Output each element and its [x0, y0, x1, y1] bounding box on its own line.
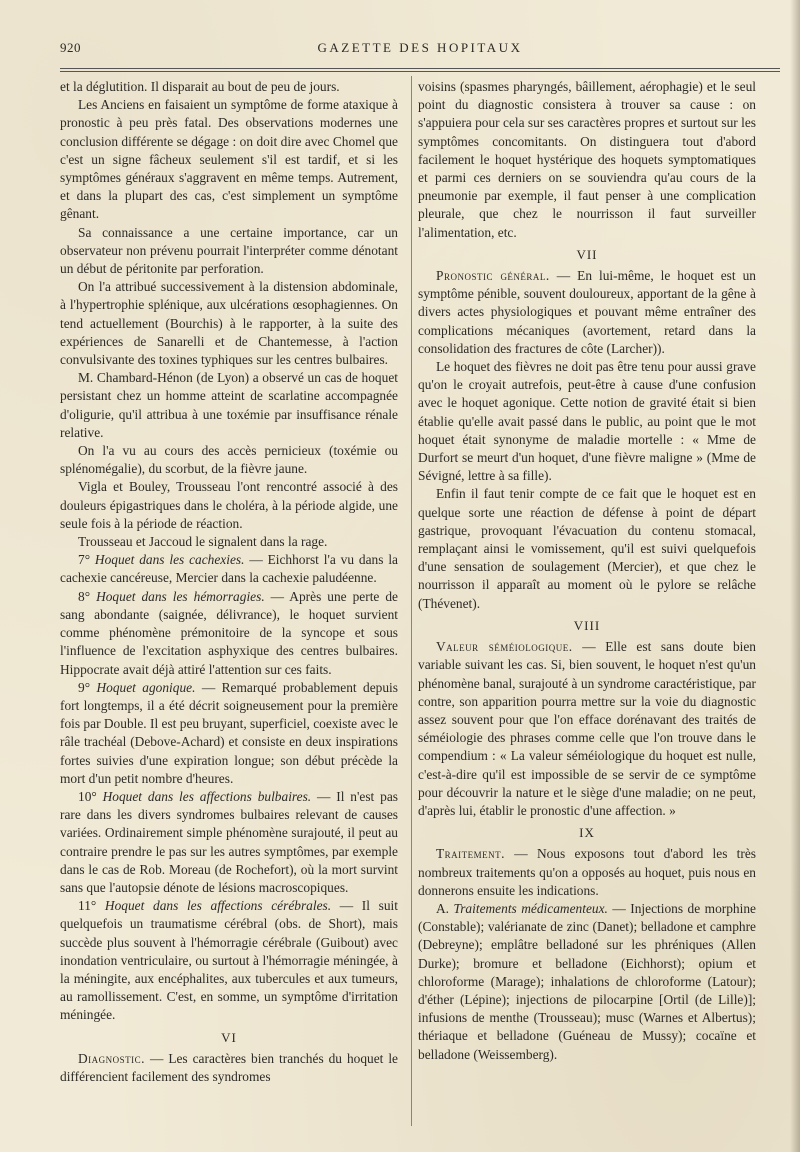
item-text: — Après une perte de sang abondante (saignée, délivrance), le hoquet survient comme phénomène prémonitoire de la syncope et sous l'influence de l'excitation asphyxique des centres bulbaires. Hippocrate avait déjà attiré l'attention sur ces faits.	[60, 588, 398, 677]
section-label: Valeur séméiologique.	[436, 639, 573, 655]
page-header	[60, 40, 780, 62]
item-number: 9°	[78, 679, 91, 695]
paragraph	[418, 267, 756, 358]
item-title: Hoquet dans les affections bulbaires.	[102, 788, 312, 804]
item-title: Hoquet dans les affections cérébrales.	[104, 898, 332, 914]
section-text: — Elle est sans doute bien variable suivant les cas. Si, bien souvent, le hoquet n'est qu'un phénomène banal, surajouté à un syndrome caractéristique, par contre, son apparition pourra mettre sur la voie du diagnostic assez souvent pour que l'on efface dorénavant des traités de séméiologie des phrases comme celle que l'on trouve dans le compendium : « La valeur séméiologique du hoquet est nulle, c'est-à-dire qu'il est impossible de se servir de ce symptôme pour découvrir la nature et le siège d'une maladie; on ne peut, d'après lui, établir le pronostic d'une affection. »	[418, 639, 756, 818]
section-heading: IX	[579, 825, 595, 841]
section-text: — En lui-même, le hoquet est un symptôme pénible, souvent douloureux, apportant de la gêne à divers actes physiologiques et pouvant même entraîner des complications mécaniques (avortement, retard dans la consolidation des fractures de côte (Larcher)).	[418, 268, 756, 356]
section-text: — Nous exposons tout d'abord les très nombreux traitements qu'on a opposés au hoquet, puis nous en donnerons ensuite les indications.	[418, 846, 756, 898]
item-text: — Injections de morphine (Constable); valérianate de zinc (Danet); belladone et camphre (Debreyne); emplâtre belladoné sur les phréniques (Allen Durke); bromure et belladone (Eichhorst); opium et chloroforme (Marage); inhalations de chloroforme (Latour); d'éther (Lépine); injections de pilocarpine [Ortil (de Lille)]; infusions de menthe (Trousseau); musc (Warnes et Albertus); thériaque et belladone (Guéneau de Mussy); cocaïne et belladone (Weissemberg).	[418, 900, 756, 1062]
paragraph	[60, 551, 398, 587]
paragraph	[60, 679, 398, 788]
header-rule-double	[60, 71, 780, 72]
item-title: Hoquet dans les cachexies.	[94, 552, 245, 568]
paragraph: Trousseau et Jaccoud le signalent dans la rage.	[78, 534, 328, 550]
right-column	[418, 78, 756, 1064]
paragraph: Sa connaissance a une certaine importance, car un observateur non prévenu pourrait l'interpréter comme dénotant un début de péritonite par perforation.	[60, 224, 398, 277]
paragraph: M. Chambard-Hénon (de Lyon) a observé un cas de hoquet persistant chez un homme atteint de scarlatine accompagnée d'oligurie, qu'il attribua à une toxémie par insuffisance rénale relative.	[60, 370, 398, 440]
item-number: 7°	[78, 552, 91, 568]
section-label: Traitement.	[436, 846, 506, 862]
paragraph	[60, 788, 398, 897]
item-number: 8°	[78, 588, 91, 604]
item-number: 11°	[78, 898, 97, 914]
left-column	[60, 78, 398, 1086]
header-rule	[60, 68, 780, 69]
paragraph: Enfin il faut tenir compte de ce fait que le hoquet est en quelque sorte une réaction de défense à point de départ gastrique, provoquant l'évacuation du contenu stomacal, remplaçant ainsi le vomissement, qu'il est suivi quelquefois d'une sensation de soulagement (Mercier), et que chez le nourrisson il apparaît au moment où le pylore se relâche (Thévenet).	[418, 486, 756, 611]
item-text: — Il suit quelquefois un traumatisme cérébral (obs. de Short), mais succède plus souvent à l'hémorragie cérébrale (Guibout) avec inondation ventriculaire, ou surtout à l'hémorragie méningée, à la méningite, aux encéphalites, aux tubercules et aux tumeurs, au ramollissement. C'est, en somme, un symptôme d'irritation méningée.	[60, 898, 398, 1023]
item-title: Hoquet agonique.	[96, 679, 196, 695]
item-text: — Il n'est pas rare dans les divers syndromes bulbaires relevant de causes variées. Ordinairement simple phénomène surajouté, il peut au contraire prendre le pas sur les autres symptômes, par exemple dans le cas de Rob. Moreau (de Rochefort), où la mort survint sans que l'autopsie dénote de lésions macroscopiques.	[60, 788, 398, 895]
running-title: GAZETTE DES HOPITAUX	[317, 40, 523, 55]
paragraph	[418, 900, 756, 1064]
page-number: 920	[60, 40, 81, 55]
section-label: Pronostic général.	[436, 268, 550, 284]
paragraph	[418, 845, 756, 900]
item-text: — Remarqué probablement depuis fort longtemps, il a été décrit soigneusement pour la première fois par Double. Il est peu bruyant, superficiel, coexiste avec le râle trachéal (Debove-Achard) et consiste en deux inspirations fortes suivies d'une expiration longue; son début précède la mort d'un petit nombre d'heures.	[60, 679, 398, 786]
paragraph: voisins (spasmes pharyngés, bâillement, aérophagie) et le seul point du diagnostic consistera à trouver sa cause : on s'appuiera pour cela sur ses caractères propres et surtout sur les symptômes concomitants. On distinguera tout d'abord facilement le hoquet hystérique des hoquets symptomatiques et parmi ces derniers on se souviendra qu'au cours de la pneumonie par exemple, il faut penser à une complication pleurale, que chez le nourrisson il faut surveiller l'alimentation, etc.	[418, 79, 756, 240]
paragraph: Le hoquet des fièvres ne doit pas être tenu pour aussi grave qu'on le croyait autrefois, peut-être à cause d'une confusion avec le hoquet agonique. Cette notion de gravité était si bien établie qu'elle avait passé dans le public, au point que le mot hoquet était synonyme de maladie mortelle : « Mme de Durfort se meurt d'un hoquet, d'une fièvre maligne » (Mme de Sévigné, lettre à sa fille).	[418, 359, 756, 484]
paragraph: Les Anciens en faisaient un symptôme de forme ataxique à pronostic à peu près fatal. Des observations modernes une conclusion différente se dégage : on doit dire avec Chomel que c'est un signe fâcheux seulement s'il est tardif, et si les symptômes généraux s'aggravent en même temps. Autrement, et dans la plupart des cas, c'est simplement un symptôme gênant.	[60, 97, 398, 222]
section-heading: VII	[576, 246, 598, 262]
item-title: Hoquet dans les hémorragies.	[96, 588, 265, 604]
section-heading: VIII	[573, 617, 601, 633]
paragraph	[60, 588, 398, 679]
paragraph: On l'a vu au cours des accès pernicieux (toxémie ou splénomégalie), du scorbut, de la fièvre jaune.	[60, 443, 398, 477]
paragraph	[60, 1050, 398, 1086]
paragraph: On l'a attribué successivement à la distension abdominale, à l'hypertrophie splénique, aux ulcérations œsophagiennes. On tend actuellement (Bourchis) à le rapporter, à la suite des expériences de Sanarelli et de Chantemesse, à l'action convulsivante des toxines typhiques sur les centres bulbaires.	[60, 279, 398, 368]
item-number: 10°	[78, 788, 97, 804]
item-title: Traitements médicamenteux.	[453, 900, 608, 916]
item-text: — Eichhorst l'a vu dans la cachexie cancéreuse, Mercier dans la cachexie paludéenne.	[60, 552, 398, 586]
section-text: — Les caractères bien tranchés du hoquet le différencient facilement des syndromes	[60, 1050, 398, 1084]
paragraph	[418, 638, 756, 820]
item-lead: A.	[436, 900, 454, 916]
section-heading: VI	[221, 1029, 237, 1045]
section-label: Diagnostic.	[78, 1050, 146, 1066]
page-edge-shadow	[790, 0, 800, 1152]
column-divider	[411, 76, 412, 1126]
paragraph: et la déglutition. Il disparait au bout de peu de jours.	[60, 79, 340, 94]
paragraph: Vigla et Bouley, Trousseau l'ont rencontré associé à des douleurs épigastriques dans le choléra, à la période algide, une seule fois à la période de réaction.	[60, 479, 398, 531]
paragraph	[60, 897, 398, 1024]
